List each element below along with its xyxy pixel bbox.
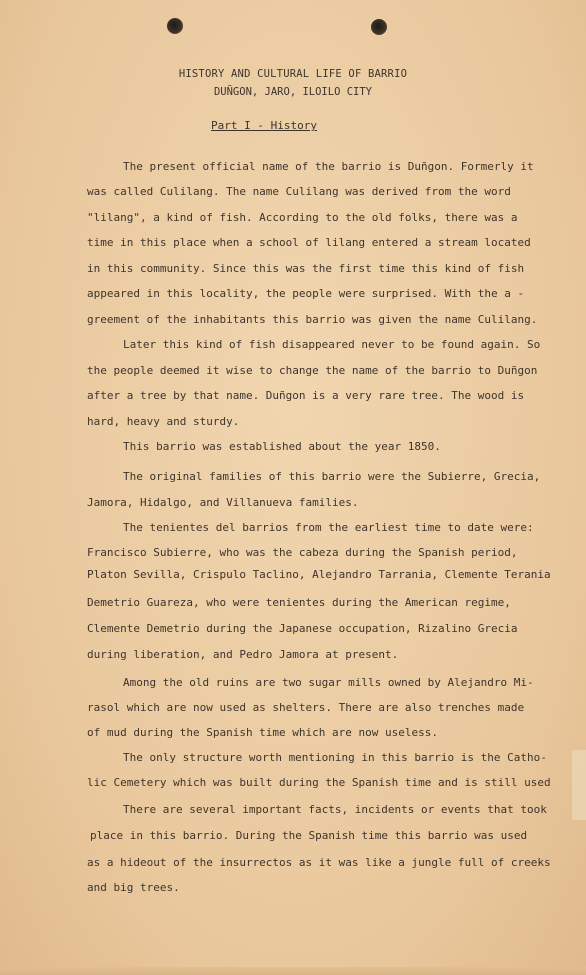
text-line: The tenientes del barrios from the earliest time to date were:	[123, 521, 534, 534]
text-line: The original families of this barrio were the Subierre, Grecia,	[123, 470, 541, 483]
text-line: of mud during the Spanish time which are now useless.	[87, 726, 438, 739]
text-line: hard, heavy and sturdy.	[87, 415, 240, 428]
text-line: Platon Sevilla, Crispulo Taclino, Alejandro Tarrania, Clemente Terania	[87, 568, 551, 581]
paper-bottom-edge	[0, 967, 586, 975]
paper-edge-highlight	[572, 750, 586, 820]
text-line: Later this kind of fish disappeared never to be found again. So	[123, 338, 541, 351]
text-line: as a hideout of the insurrectos as it was like a jungle full of creeks	[87, 856, 551, 869]
text-line: Demetrio Guareza, who were tenientes during the American regime,	[87, 596, 511, 609]
text-line: Clemente Demetrio during the Japanese occupation, Rizalino Grecia	[87, 622, 518, 635]
text-line: during liberation, and Pedro Jamora at present.	[87, 648, 399, 661]
document-subtitle: DUÑGON, JARO, ILOILO CITY	[213, 86, 373, 98]
text-line: This barrio was established about the year 1850.	[123, 440, 441, 453]
text-line: after a tree by that name. Duñgon is a very rare tree. The wood is	[87, 389, 525, 402]
text-line: appeared in this locality, the people were surprised. With the a -	[87, 287, 525, 300]
text-line: rasol which are now used as shelters. There are also trenches made	[87, 701, 525, 714]
text-line: The present official name of the barrio is Duñgon. Formerly it	[123, 160, 534, 173]
text-line: The only structure worth mentioning in this barrio is the Catho-	[123, 751, 547, 764]
punch-hole-right	[371, 19, 387, 35]
text-line: the people deemed it wise to change the name of the barrio to Duñgon	[87, 364, 538, 377]
text-line: and big trees.	[87, 881, 180, 894]
text-line: Jamora, Hidalgo, and Villanueva families.	[87, 496, 359, 509]
text-line: Francisco Subierre, who was the cabeza during the Spanish period,	[87, 546, 518, 559]
text-line: greement of the inhabitants this barrio was given the name Culilang.	[87, 313, 538, 326]
document-title: HISTORY AND CULTURAL LIFE OF BARRIO	[178, 68, 408, 80]
text-line: There are several important facts, incidents or events that took	[123, 803, 547, 816]
text-line: place in this barrio. During the Spanish time this barrio was used	[90, 829, 528, 842]
text-line: time in this place when a school of lilang entered a stream located	[87, 236, 531, 249]
text-line: Among the old ruins are two sugar mills owned by Alejandro Mi-	[123, 676, 534, 689]
text-line: "lilang", a kind of fish. According to the old folks, there was a	[87, 211, 518, 224]
text-line: was called Culilang. The name Culilang was derived from the word	[87, 185, 511, 198]
text-line: lic Cemetery which was built during the Spanish time and is still used	[87, 776, 551, 789]
section-heading: Part I - History	[211, 119, 317, 132]
text-line: in this community. Since this was the first time this kind of fish	[87, 262, 525, 275]
punch-hole-left	[167, 18, 183, 34]
